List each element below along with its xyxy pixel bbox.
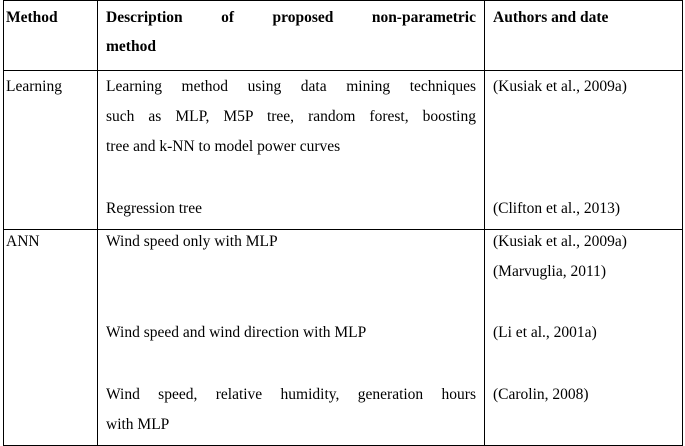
ann-desc-humidity-line1: Wind speed, relative humidity, generation hours (106, 386, 476, 403)
regression-tree-desc: Regression tree (106, 200, 202, 217)
column-divider-1 (97, 0, 98, 446)
column-divider-2 (484, 0, 485, 446)
row-method-ann: ANN (6, 233, 40, 250)
ann-desc-humidity-line2: with MLP (106, 416, 170, 433)
regression-tree-author: (Clifton et al., 2013) (493, 200, 620, 217)
header-row-border (3, 70, 683, 71)
ann-author-kusiak: (Kusiak et al., 2009a) (493, 233, 627, 250)
methods-table (3, 0, 683, 446)
table-right-border (682, 0, 683, 446)
learning-author-1: (Kusiak et al., 2009a) (493, 78, 627, 95)
header-authors: Authors and date (493, 9, 609, 26)
ann-author-carolin: (Carolin, 2008) (493, 386, 589, 403)
header-method: Method (6, 9, 58, 26)
learning-desc-line3: tree and k-NN to model power curves (106, 138, 341, 155)
ann-desc-speed-only: Wind speed only with MLP (106, 233, 278, 250)
ann-author-marvuglia: (Marvuglia, 2011) (493, 263, 607, 280)
header-description (106, 4, 476, 31)
header-description-line1: Description of proposed non-parametric (106, 9, 476, 26)
ann-author-li: (Li et al., 2001a) (493, 324, 597, 341)
learning-desc-line1: Learning method using data mining techniques (106, 78, 476, 95)
table-left-border (3, 0, 4, 446)
learning-desc-line2: such as MLP, M5P tree, random forest, boosting (106, 108, 476, 125)
row-method-learning: Learning (6, 78, 62, 95)
header-description-line2: method (106, 38, 156, 55)
table-top-border (3, 0, 683, 1)
ann-desc-speed-direction: Wind speed and wind direction with MLP (106, 324, 367, 341)
